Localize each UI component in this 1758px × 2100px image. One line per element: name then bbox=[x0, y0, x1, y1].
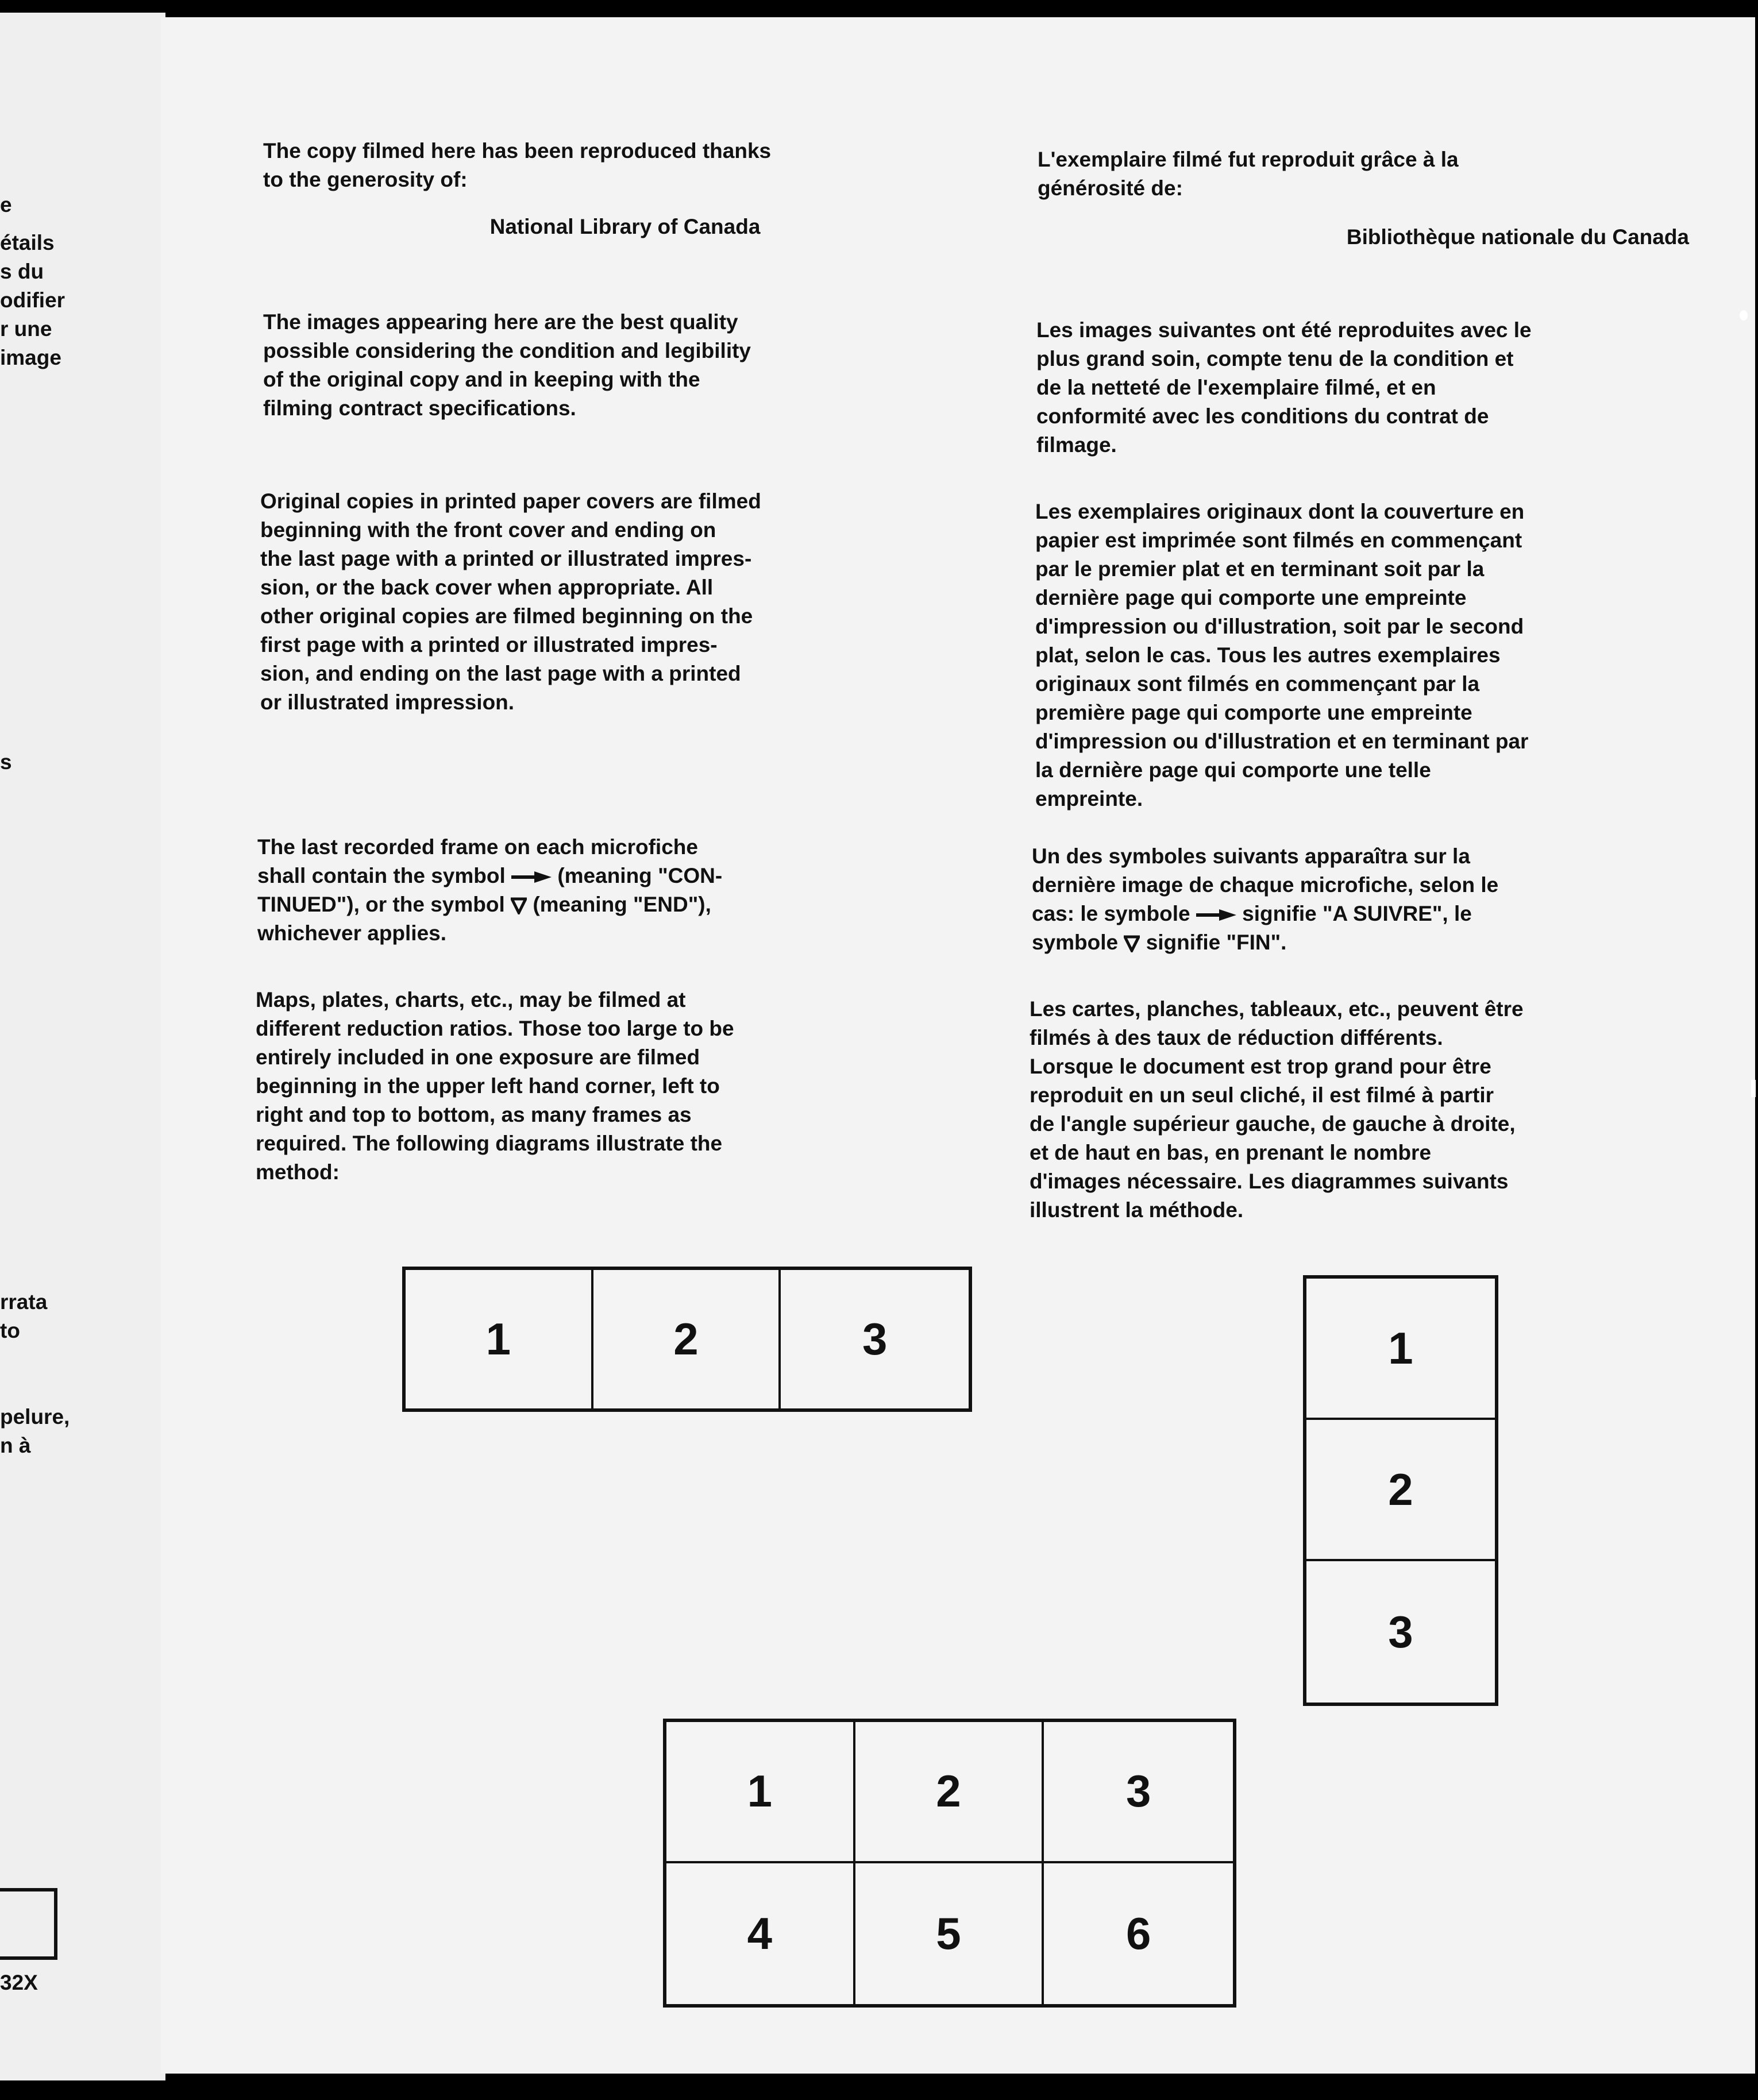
french-originals-paragraph: Les exemplaires originaux dont la couverture en papier est imprimée sont filmés en commençant par le premier plat et en terminant soit par la dernière page qui comporte une empreinte d'impression ou d'illustration, soit par le second plat, selon le cas. Tous les autres exemplaires originaux sont filmés en commençant par la première page qui comporte une empreinte d'impression ou d'illustration et en terminant par la dernière page qui comporte une telle empreinte. bbox=[1035, 500, 1529, 810]
diagram-vertical-three bbox=[1303, 1275, 1498, 1706]
frame-cell: 1 bbox=[666, 1722, 855, 1863]
english-symbols-text-1: The last recorded frame on each microfiche shall contain the symbol bbox=[257, 835, 698, 887]
suivre-arrow-icon bbox=[1196, 900, 1236, 928]
left-fragment: étails bbox=[0, 231, 55, 254]
frame-cell: 2 bbox=[855, 1722, 1044, 1863]
left-fragment: image bbox=[0, 346, 61, 369]
frame-cell: 5 bbox=[855, 1863, 1044, 2005]
french-symbols-text-2: signifie "A SUIVRE", le symbole bbox=[1032, 902, 1472, 954]
english-originals-paragraph: Original copies in printed paper covers are filmed beginning with the front cover and ending on the last page with a printed or illustrated impres- sion, or the back cover when appropriate. All other original copies are filmed beginning on the first page with a printed or illustrated impres- sion, and ending on the last page with a printed or illustrated impression. bbox=[260, 489, 761, 714]
left-page-box bbox=[0, 1888, 57, 1960]
english-symbols-text-2: (meaning "CON- TINUED"), or the symbol bbox=[257, 864, 723, 916]
left-fragment: r une bbox=[0, 317, 52, 341]
edge-mark bbox=[1751, 1080, 1756, 1097]
frame-cell: 3 bbox=[862, 1314, 888, 1364]
edge-mark bbox=[1740, 310, 1748, 321]
frame-cell: 1 bbox=[1306, 1279, 1495, 1420]
english-maps-paragraph: Maps, plates, charts, etc., may be filmed at different reduction ratios. Those too large to be entirely included in one exposure are filmed beginning in the upper left hand corner, left to right and top to bottom, as many frames as required. The following diagrams illustrate the method: bbox=[256, 988, 734, 1184]
left-fragment: to bbox=[0, 1319, 20, 1342]
left-fragment: s du bbox=[0, 260, 44, 283]
frame-cell: 4 bbox=[666, 1863, 855, 2005]
left-fragment: n à bbox=[0, 1434, 31, 1457]
french-maps-paragraph: Les cartes, planches, tableaux, etc., peuvent être filmés à des taux de réduction différents. Lorsque le document est trop grand pour être reproduit en un seul cliché, il est filmé à partir de l'angle supérieur gauche, de gauche à droite, et de haut en bas, en prenant le nombre d'images nécessaire. Les diagrammes suivants illustrent la méthode. bbox=[1030, 997, 1524, 1222]
frame-cell: 2 bbox=[593, 1270, 781, 1408]
left-fragment: 32X bbox=[0, 1971, 38, 1994]
frame-cell: 2 bbox=[1306, 1420, 1495, 1561]
left-fragment: pelure, bbox=[0, 1405, 70, 1429]
diagram-horizontal-three bbox=[402, 1267, 972, 1412]
frame-cell: 3 bbox=[1044, 1722, 1233, 1863]
french-symbols-text-1: Un des symboles suivants apparaîtra sur la dernière image de chaque microfiche, selon le cas: le symbole bbox=[1032, 844, 1499, 925]
left-fragment: rrata bbox=[0, 1290, 48, 1314]
fin-triangle-icon bbox=[1124, 928, 1140, 957]
english-quality-paragraph: The images appearing here are the best quality possible considering the condition and legibility of the original copy and in keeping with the filming contract specifications. bbox=[263, 310, 751, 420]
english-institution: National Library of Canada bbox=[489, 215, 761, 238]
diagram-grid-six bbox=[663, 1719, 1236, 2008]
frame-cell: 1 bbox=[406, 1270, 593, 1408]
left-page-edge bbox=[0, 13, 165, 2080]
french-institution: Bibliothèque nationale du Canada bbox=[1346, 225, 1689, 249]
end-triangle-icon bbox=[511, 890, 527, 919]
left-fragment: s bbox=[0, 750, 12, 774]
french-symbols-paragraph bbox=[1032, 842, 1693, 957]
frame-cell: 6 bbox=[1125, 1908, 1151, 1959]
french-quality-paragraph: Les images suivantes ont été reproduites avec le plus grand soin, compte tenu de la condition et de la netteté de l'exemplaire filmé, et en conformité avec les conditions du contrat de filmage. bbox=[1036, 318, 1532, 457]
english-symbols-text-3: (meaning "END"), whichever applies. bbox=[257, 893, 711, 945]
french-symbols-text-3: signifie "FIN". bbox=[1146, 931, 1287, 954]
frame-cell: 3 bbox=[1388, 1606, 1413, 1657]
english-symbols-paragraph bbox=[257, 833, 918, 948]
left-fragment: e bbox=[0, 193, 12, 217]
english-intro: The copy filmed here has been reproduced thanks to the generosity of: bbox=[263, 139, 772, 191]
left-fragment: odifier bbox=[0, 288, 65, 312]
continued-arrow-icon bbox=[511, 862, 552, 890]
french-intro: L'exemplaire filmé fut reproduit grâce à la générosité de: bbox=[1038, 148, 1459, 200]
